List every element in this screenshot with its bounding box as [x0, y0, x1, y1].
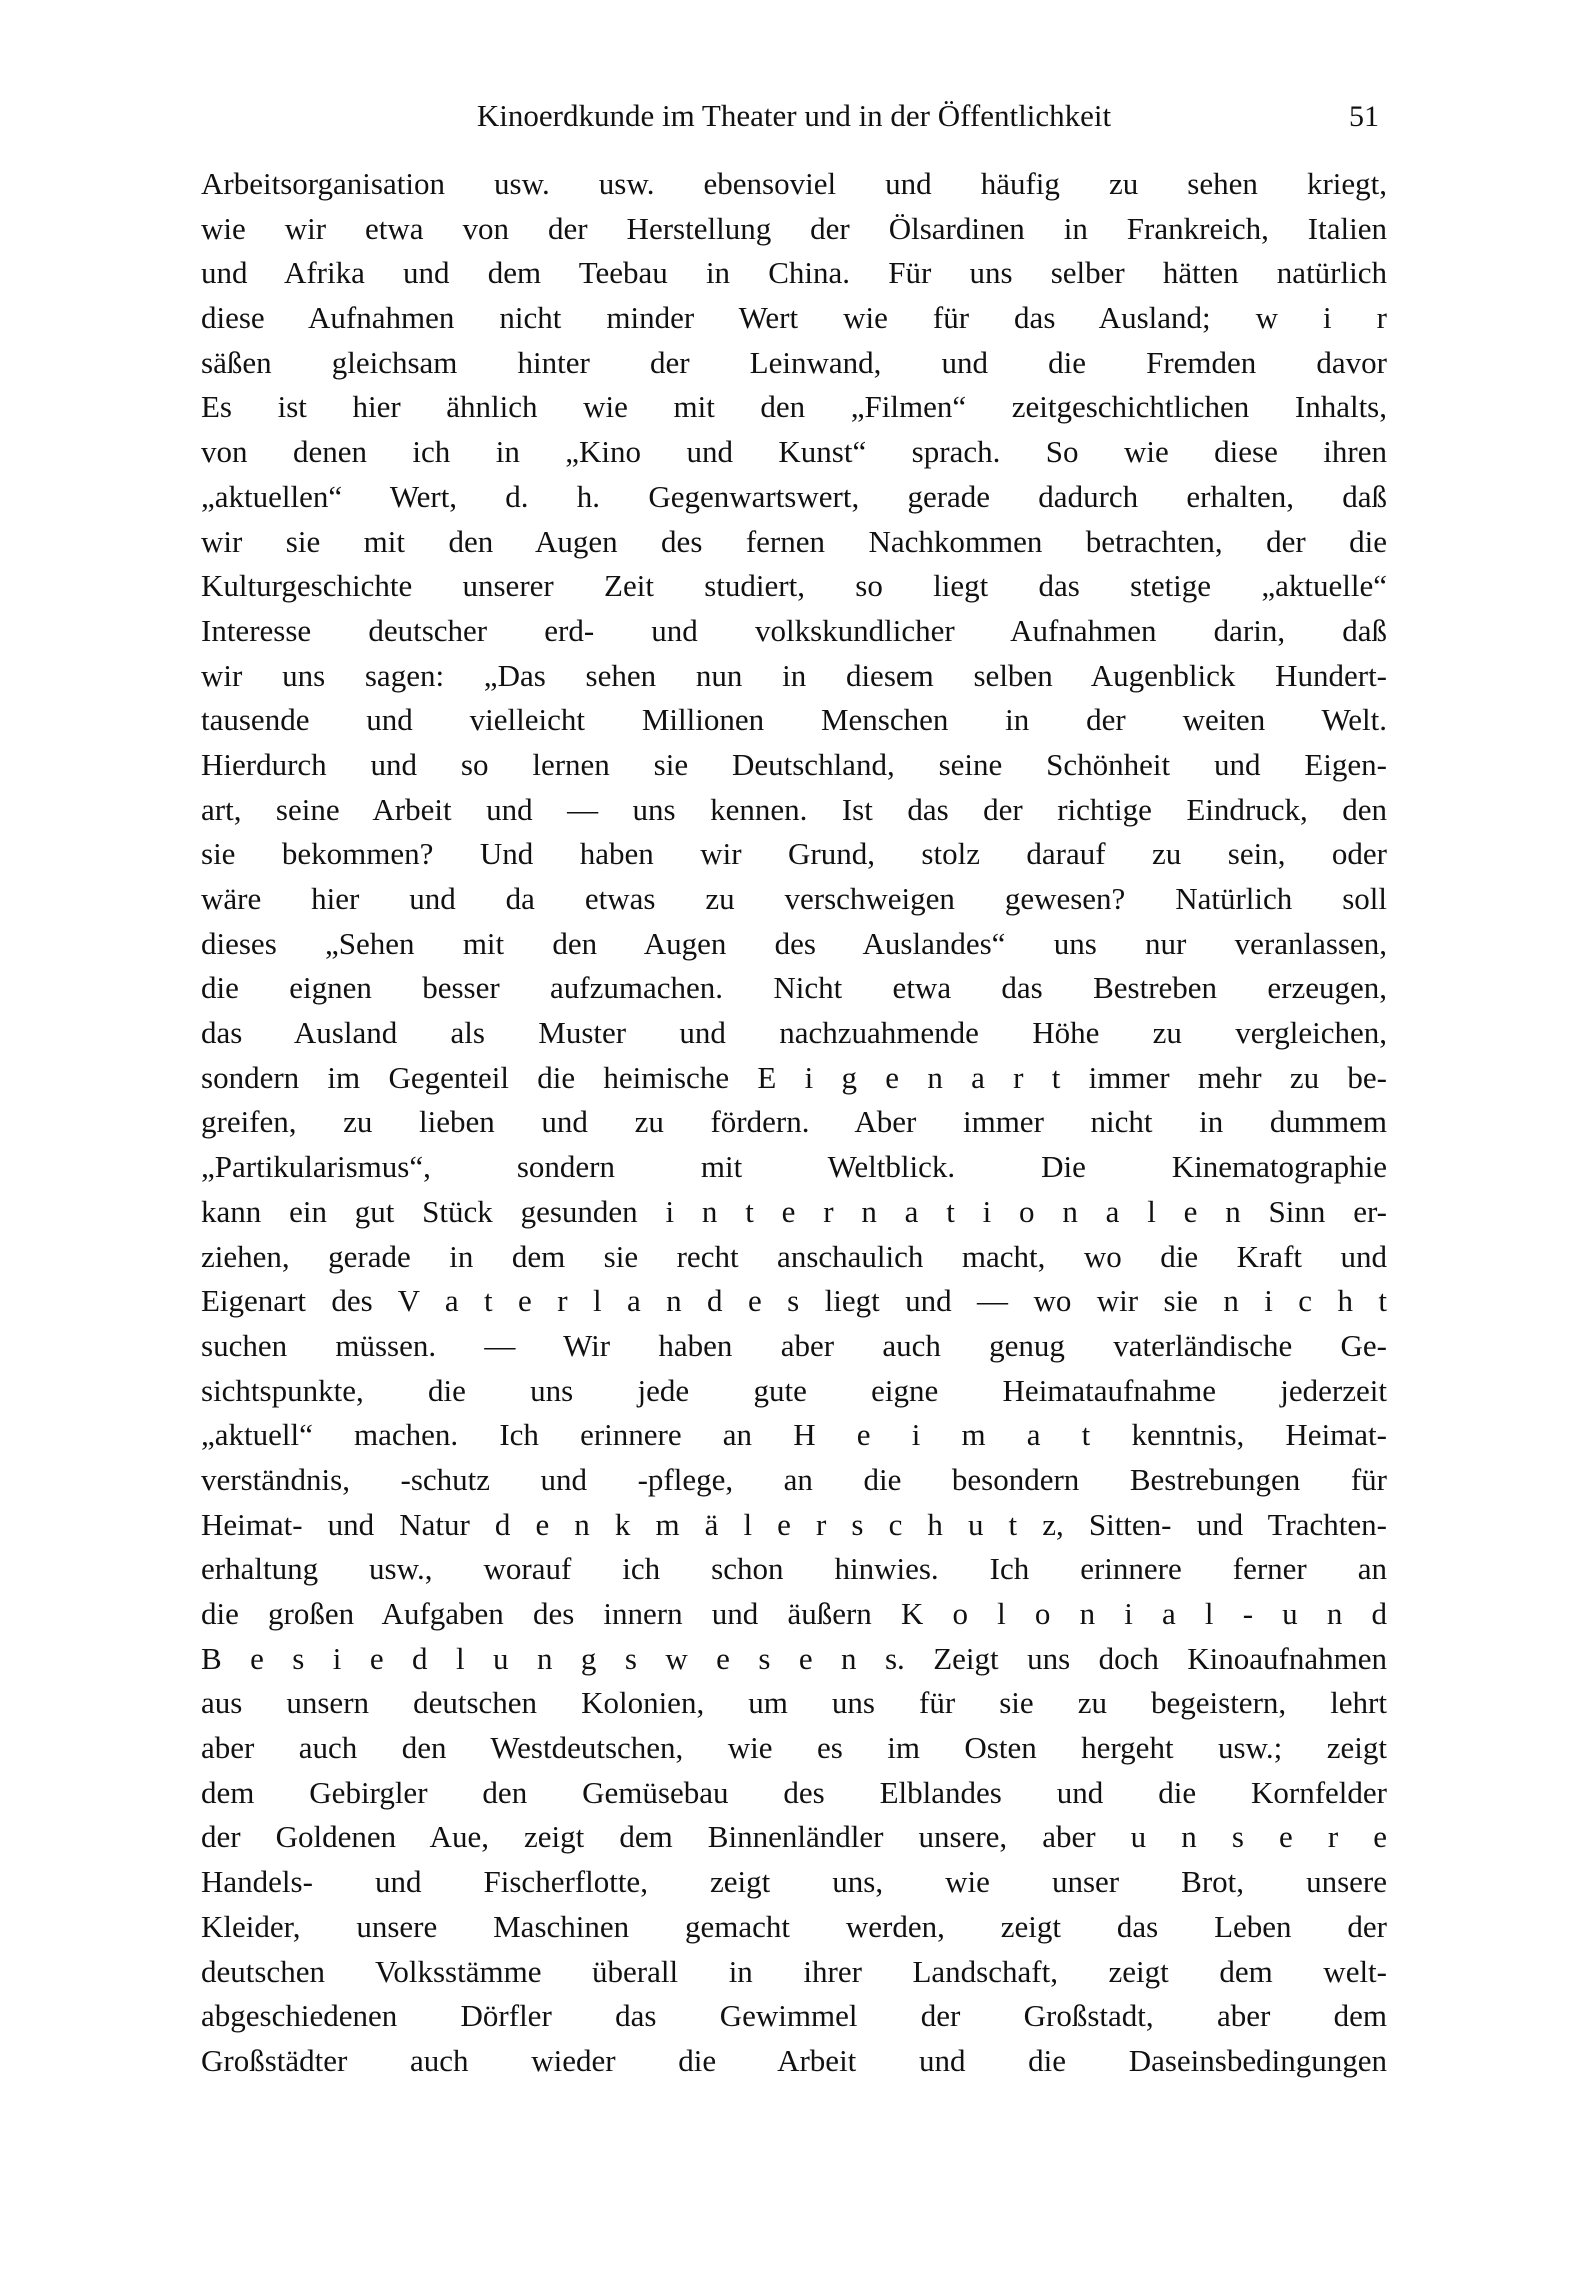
text-line: Kleider, unsere Maschinen gemacht werden, zeigt das Leben der [201, 1908, 1387, 1944]
text-line: von denen ich in „Kino und Kunst“ sprach. So wie diese ihren [201, 434, 1387, 470]
text-line: Großstädter auch wieder die Arbeit und die Daseinsbedingungen [201, 2042, 1387, 2078]
running-title: Kinoerdkunde im Theater und in der Öffentlichkeit [476, 98, 1112, 133]
text-line: Arbeitsorganisation usw. usw. ebensoviel und häufig zu sehen kriegt, [201, 166, 1387, 201]
text-line: Handels- und Fischerflotte, zeigt uns, wie unser Brot, unsere [201, 1864, 1387, 1900]
text-line: Interesse deutscher erd- und volkskundlicher Aufnahmen darin, daß [201, 612, 1387, 648]
text-line: aber auch den Westdeutschen, wie es im Osten hergeht usw.; zeigt [201, 1730, 1387, 1766]
text-line: „aktuell“ machen. Ich erinnere an H e i m a t kenntnis, Heimat- [201, 1417, 1387, 1453]
text-line: diese Aufnahmen nicht minder Wert wie für das Ausland; w i r [201, 300, 1387, 336]
page-header [201, 98, 1387, 142]
text-line: abgeschiedenen Dörfler das Gewimmel der Großstadt, aber dem [201, 1998, 1387, 2034]
text-line: sondern im Gegenteil die heimische E i g e n a r t immer mehr zu be- [201, 1059, 1387, 1095]
text-line: Kulturgeschichte unserer Zeit studiert, so liegt das stetige „aktuelle“ [201, 568, 1387, 604]
text-line: das Ausland als Muster und nachzuahmende Höhe zu vergleichen, [201, 1015, 1387, 1051]
text-line: kann ein gut Stück gesunden i n t e r n a t i o n a l e n Sinn er- [201, 1193, 1387, 1229]
text-line: dem Gebirgler den Gemüsebau des Elblandes und die Kornfelder [201, 1774, 1387, 1810]
text-line: wäre hier und da etwas zu verschweigen gewesen? Natürlich soll [201, 881, 1387, 916]
text-line: aus unsern deutschen Kolonien, um uns für sie zu begeistern, lehrt [201, 1685, 1387, 1721]
text-line: B e s i e d l u n g s w e s e n s. Zeigt uns doch Kinoaufnahmen [201, 1640, 1387, 1676]
text-line: Hierdurch und so lernen sie Deutschland, seine Schönheit und Eigen- [201, 746, 1387, 782]
text-line: die eignen besser aufzumachen. Nicht etwa das Bestreben erzeugen, [201, 970, 1387, 1006]
text-line: wie wir etwa von der Herstellung der Ölsardinen in Frankreich, Italien [201, 210, 1387, 246]
text-line: suchen müssen. — Wir haben aber auch genug vaterländische Ge- [201, 1327, 1387, 1363]
text-line: art, seine Arbeit und — uns kennen. Ist das der richtige Eindruck, den [201, 791, 1387, 827]
text-line: tausende und vielleicht Millionen Menschen in der weiten Welt. [201, 702, 1387, 738]
text-line: und Afrika und dem Teebau in China. Für uns selber hätten natürlich [201, 255, 1387, 291]
text-line: Heimat- und Natur d e n k m ä l e r s c h u t z, Sitten- und Trachten- [201, 1506, 1387, 1542]
text-line: der Goldenen Aue, zeigt dem Binnenländler unsere, aber u n s e r e [201, 1819, 1387, 1855]
text-line: Es ist hier ähnlich wie mit den „Filmen“ zeitgeschichtlichen Inhalts, [201, 389, 1387, 425]
text-line: Eigenart des V a t e r l a n d e s liegt und — wo wir sie n i c h t [201, 1283, 1387, 1319]
body-text [201, 162, 1387, 2084]
text-line: ziehen, gerade in dem sie recht anschaulich macht, wo die Kraft und [201, 1238, 1387, 1274]
text-line: erhaltung usw., worauf ich schon hinwies. Ich erinnere ferner an [201, 1551, 1387, 1587]
text-line: deutschen Volksstämme überall in ihrer Landschaft, zeigt dem welt- [201, 1953, 1387, 1989]
text-line: verständnis, -schutz und -pflege, an die besondern Bestrebungen für [201, 1461, 1387, 1497]
text-line: wir sie mit den Augen des fernen Nachkommen betrachten, der die [201, 523, 1387, 559]
page-number: 51 [1349, 100, 1379, 133]
text-line: säßen gleichsam hinter der Leinwand, und die Fremden davor [201, 344, 1387, 380]
text-line: wir uns sagen: „Das sehen nun in diesem selben Augenblick Hundert- [201, 657, 1387, 693]
text-line: „aktuellen“ Wert, d. h. Gegenwartswert, gerade dadurch erhalten, daß [201, 478, 1387, 514]
text-line: greifen, zu lieben und zu fördern. Aber immer nicht in dummem [201, 1104, 1387, 1140]
text-line: die großen Aufgaben des innern und äußern K o l o n i a l - u n d [201, 1596, 1387, 1631]
text-line: dieses „Sehen mit den Augen des Auslandes“ uns nur veranlassen, [201, 925, 1387, 961]
text-line: sichtspunkte, die uns jede gute eigne Heimataufnahme jederzeit [201, 1372, 1387, 1408]
text-line: „Partikularismus“, sondern mit Weltblick. Die Kinematographie [201, 1149, 1387, 1185]
text-line: sie bekommen? Und haben wir Grund, stolz darauf zu sein, oder [201, 836, 1387, 872]
